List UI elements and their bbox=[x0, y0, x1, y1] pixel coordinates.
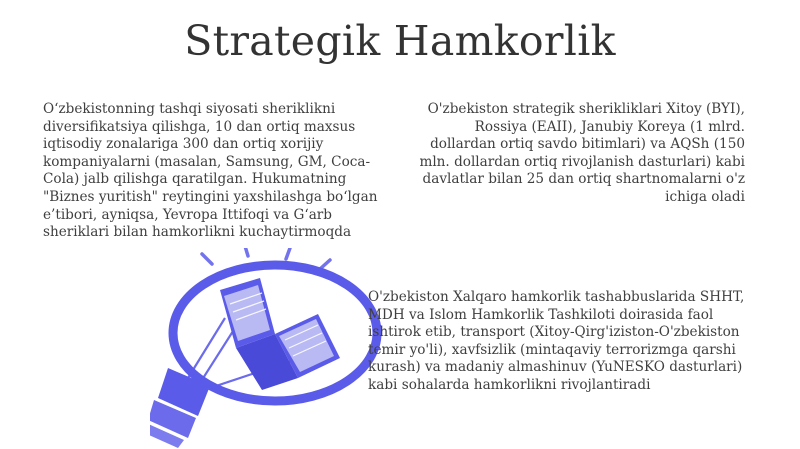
paragraph-foreign-policy: O‘zbekistonning tashqi siyosati sheriklikni diversifikatsiya qilishga, 10 dan ortiq maxsus iqtisodiy zonalariga 300 dan ortiq xorijiy kompaniyalarni (masalan, Samsung, GM, Coca-Cola) jalb qilishga qaratilgan. Hukumatning "Biznes yuritish" reytingini yaxshilashga bo‘lgan e’tibori, ayniqsa, Yevropa Ittifoqi va G‘arb sheriklari bilan hamkorlikni kuchaytirmoqda bbox=[43, 101, 378, 241]
paragraph-strategic-partners: O'zbekiston strategik sherikliklari Xitoy (BYI), Rossiya (EAII), Janubiy Koreya (1 mlrd. dollardan ortiq savdo bitimlari) va AQSh (150 mln. dollardan ortiq rivojlanish dasturlari) kabi davlatlar bilan 25 dan ortiq shartnomalarni o'z ichiga oladi bbox=[419, 101, 745, 205]
paragraph-international-cooperation: O'zbekiston Xalqaro hamkorlik tashabbuslarida SHHT, MDH va Islom Hamkorlik Tashkiloti doirasida faol ishtirok etib, transport (Xitoy-Qirg'iziston-O'zbekiston temir yo'li), xavfsizlik (mintaqaviy terrorizmga qarshi kurash) va madaniy almashinuv (YuNESKO dasturlari) kabi sohalarda hamkorlikni rivojlantiradi bbox=[368, 289, 745, 393]
lightbulb-book-icon bbox=[150, 248, 400, 448]
slide-title: Strategik Hamkorlik bbox=[184, 17, 616, 65]
